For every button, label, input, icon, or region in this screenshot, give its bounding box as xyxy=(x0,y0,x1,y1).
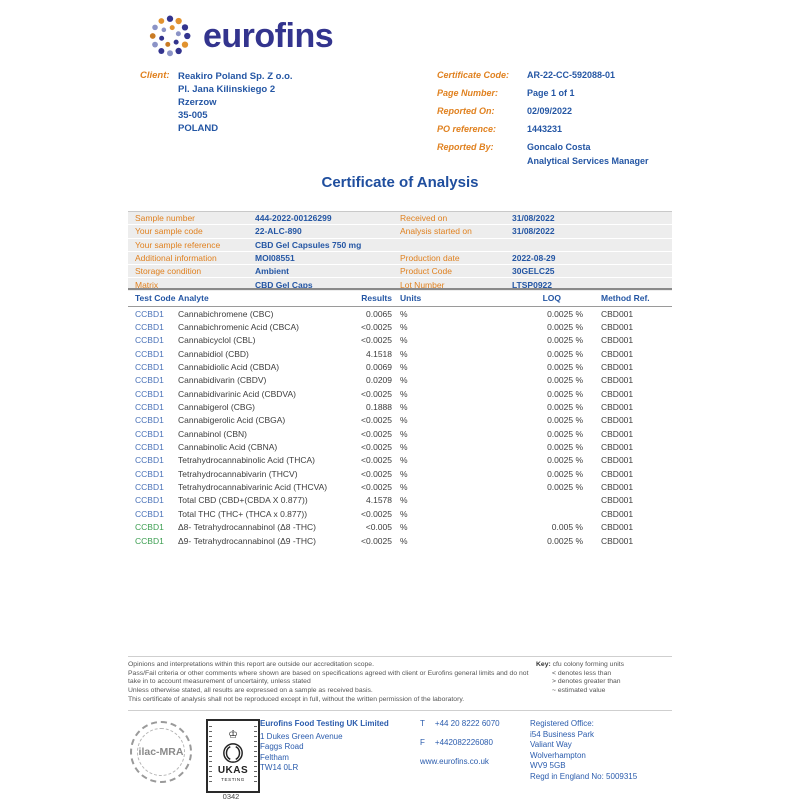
cell-analyte: Δ8- Tetrahydrocannabinol (Δ8 -THC) xyxy=(178,522,316,533)
cell-result: <0.0025 xyxy=(361,388,392,399)
cell-method-ref: CBD001 xyxy=(601,482,634,493)
lab-address-line: TW14 0LR xyxy=(260,763,299,772)
eurofins-logo xyxy=(146,12,333,60)
cell-test-code: CCBD1 xyxy=(135,535,164,546)
cell-method-ref: CBD001 xyxy=(601,495,634,506)
cell-loq: 0.0025 % xyxy=(547,375,583,386)
sample-info-label: Production date xyxy=(400,253,460,264)
cell-method-ref: CBD001 xyxy=(601,335,634,346)
key-block xyxy=(536,661,624,705)
sample-info-value: CBD Gel Capsules 750 mg xyxy=(255,239,362,250)
cell-loq: 0.0025 % xyxy=(547,468,583,479)
cell-units: % xyxy=(400,348,408,359)
cell-analyte: Total CBD (CBD+(CBDA X 0.877)) xyxy=(178,495,308,506)
cell-test-code: CCBD1 xyxy=(135,308,164,319)
certificate-info-value-2: Analytical Services Manager xyxy=(527,156,649,166)
cell-units: % xyxy=(400,362,408,373)
results-table-row xyxy=(128,494,672,507)
cell-method-ref: CBD001 xyxy=(601,442,634,453)
cell-test-code: CCBD1 xyxy=(135,428,164,439)
results-table-row xyxy=(128,521,672,534)
registered-office-line: Wolverhampton xyxy=(530,750,586,760)
disclaimer-line: Opinions and interpretations within this report are outside our accreditation scope. xyxy=(128,661,374,668)
cell-result: <0.0025 xyxy=(361,415,392,426)
sample-info-label: Your sample reference xyxy=(135,239,221,250)
header-analyte: Analyte xyxy=(178,293,209,303)
certificate-info-value: Page 1 of 1 xyxy=(527,88,575,98)
cell-units: % xyxy=(400,468,408,479)
disclaimer-line: This certificate of analysis shall not be reproduced except in full, without the written permission of the laboratory. xyxy=(128,695,465,703)
cell-test-code: CCBD1 xyxy=(135,495,164,506)
cell-method-ref: CBD001 xyxy=(601,308,634,319)
lab-address-lines xyxy=(260,732,389,774)
key-line: ~ estimated value xyxy=(552,687,606,695)
results-table-row xyxy=(128,534,672,547)
cell-method-ref: CBD001 xyxy=(601,322,634,333)
cell-units: % xyxy=(400,535,408,546)
phone-number: +44 20 8222 6070 xyxy=(434,719,500,728)
cell-test-code: CCBD1 xyxy=(135,468,164,479)
disclaimer-section xyxy=(128,656,672,705)
cell-analyte: Δ9- Tetrahydrocannabinol (Δ9 -THC) xyxy=(178,535,316,546)
cell-loq: 0.0025 % xyxy=(547,535,583,546)
cell-units: % xyxy=(400,335,408,346)
ukas-ticks-left xyxy=(209,726,212,786)
cell-result: 0.0209 xyxy=(366,375,392,386)
sample-info-label: Product Code xyxy=(400,266,452,277)
results-table-row xyxy=(128,320,672,333)
cell-result: <0.0025 xyxy=(361,322,392,333)
fax-number: +442082226080 xyxy=(434,738,493,747)
sample-info-label: Lot Number xyxy=(400,279,445,290)
cell-units: % xyxy=(400,308,408,319)
ukas-testing-logo: ♔ UKAS TESTING xyxy=(206,719,260,793)
cell-test-code: CCBD1 xyxy=(135,402,164,413)
certificate-info-block xyxy=(437,70,649,171)
cell-result: 0.1888 xyxy=(366,402,392,413)
client-label: Client: xyxy=(140,70,170,81)
cell-method-ref: CBD001 xyxy=(601,348,634,359)
client-address xyxy=(178,70,293,135)
cell-test-code: CCBD1 xyxy=(135,442,164,453)
cell-analyte: Cannabidivarinic Acid (CBDVA) xyxy=(178,388,296,399)
cell-analyte: Cannabidiol (CBD) xyxy=(178,348,249,359)
cell-result: <0.0025 xyxy=(361,428,392,439)
sample-info-value: MOI08551 xyxy=(255,253,295,264)
cell-loq: 0.0025 % xyxy=(547,308,583,319)
header-units: Units xyxy=(400,293,422,303)
results-table-header xyxy=(128,288,672,307)
header-loq: LOQ xyxy=(542,293,561,303)
sample-info-value: CBD Gel Caps xyxy=(255,279,313,290)
cell-loq: 0.005 % xyxy=(551,522,583,533)
cell-analyte: Cannabigerol (CBG) xyxy=(178,402,256,413)
cell-analyte: Cannabidiolic Acid (CBDA) xyxy=(178,362,280,373)
registered-office-line: Registered Office: xyxy=(530,719,594,728)
lab-address-line: 1 Dukes Green Avenue xyxy=(260,731,343,741)
certificate-info-row xyxy=(437,70,649,84)
results-table-row xyxy=(128,414,672,427)
ukas-emblem-icon xyxy=(222,742,244,764)
results-table-row xyxy=(128,427,672,440)
cell-result: 4.1518 xyxy=(366,348,392,359)
header-test-code: Test Code xyxy=(135,293,176,303)
cell-method-ref: CBD001 xyxy=(601,415,634,426)
cell-units: % xyxy=(400,522,408,533)
website-row xyxy=(420,757,500,766)
cell-units: % xyxy=(400,442,408,453)
cell-analyte: Cannabinol (CBN) xyxy=(178,428,247,439)
key-line: > denotes greater than xyxy=(552,678,621,686)
cell-analyte: Cannabinolic Acid (CBNA) xyxy=(178,442,278,453)
sample-info-value: 22-ALC-890 xyxy=(255,226,302,237)
cell-test-code: CCBD1 xyxy=(135,335,164,346)
certificate-info-row xyxy=(437,124,649,138)
cell-units: % xyxy=(400,495,408,506)
cell-loq: 0.0025 % xyxy=(547,442,583,453)
cell-units: % xyxy=(400,428,408,439)
results-table-row xyxy=(128,387,672,400)
disclaimer-line: Unless otherwise stated, all results are expressed on a sample as received basis. xyxy=(128,687,373,695)
cell-loq: 0.0025 % xyxy=(547,428,583,439)
cell-method-ref: CBD001 xyxy=(601,522,634,533)
key-label: Key: xyxy=(536,661,551,668)
results-table-row xyxy=(128,467,672,480)
cell-result: <0.0025 xyxy=(361,468,392,479)
client-address-line: Pl. Jana Kilinskiego 2 xyxy=(178,84,276,95)
results-table-row xyxy=(128,454,672,467)
results-table-body xyxy=(128,307,672,547)
sample-info-row xyxy=(128,252,672,265)
sample-info-label: Storage condition xyxy=(135,266,202,277)
cell-units: % xyxy=(400,322,408,333)
ukas-accreditation-number: 0342 xyxy=(222,792,240,801)
cell-method-ref: CBD001 xyxy=(601,455,634,466)
header-method-ref: Method Ref. xyxy=(601,293,650,303)
results-table xyxy=(128,288,672,547)
certificate-info-value: AR-22-CC-592088-01 xyxy=(527,70,616,80)
certificate-info-label: Page Number: xyxy=(437,88,499,98)
certificate-info-row xyxy=(437,88,649,102)
cell-result: <0.0025 xyxy=(361,455,392,466)
disclaimer-text xyxy=(128,661,530,705)
cell-loq: 0.0025 % xyxy=(547,388,583,399)
registered-office-line: Regd in England No: 5009315 xyxy=(530,771,638,781)
results-table-row xyxy=(128,360,672,373)
lab-name: Eurofins Food Testing UK Limited xyxy=(260,719,389,728)
sample-info-label: Received on xyxy=(400,213,448,224)
crown-icon: ♔ xyxy=(228,729,238,741)
cell-units: % xyxy=(400,482,408,493)
certificate-info-label: Certificate Code: xyxy=(437,70,510,80)
cell-analyte: Tetrahydrocannabinolic Acid (THCA) xyxy=(178,455,316,466)
disclaimer-line: take in to account measurement of uncertainty, unless stated xyxy=(128,678,311,686)
sample-info-row xyxy=(128,239,672,252)
sample-info-value: 2022-08-29 xyxy=(512,253,556,264)
results-table-row xyxy=(128,334,672,347)
cell-test-code: CCBD1 xyxy=(135,388,164,399)
page-title: Certificate of Analysis xyxy=(321,174,479,191)
brand-wordmark: eurofins xyxy=(203,16,334,55)
cell-method-ref: CBD001 xyxy=(601,362,634,373)
ilac-mra-logo: ilac-MRA xyxy=(130,721,192,783)
results-table-row xyxy=(128,400,672,413)
cell-units: % xyxy=(400,415,408,426)
client-address-line: Rzerzow xyxy=(178,97,217,108)
certificate-info-label: Reported On: xyxy=(437,106,495,116)
key-line: < denotes less than xyxy=(552,669,612,677)
cell-analyte: Cannabichromenic Acid (CBCA) xyxy=(178,322,299,333)
results-table-row xyxy=(128,347,672,360)
cell-result: <0.0025 xyxy=(361,508,392,519)
sample-info-row xyxy=(128,225,672,238)
certificate-info-label: PO reference: xyxy=(437,124,497,134)
cell-method-ref: CBD001 xyxy=(601,468,634,479)
cell-result: 0.0065 xyxy=(366,308,392,319)
cell-result: <0.0025 xyxy=(361,335,392,346)
cell-method-ref: CBD001 xyxy=(601,508,634,519)
sample-info-row xyxy=(128,212,672,225)
lab-address-block xyxy=(260,719,389,774)
cell-test-code: CCBD1 xyxy=(135,322,164,333)
cell-loq: 0.0025 % xyxy=(547,348,583,359)
cell-test-code: CCBD1 xyxy=(135,508,164,519)
cell-analyte: Cannabichromene (CBC) xyxy=(178,308,274,319)
cell-loq: 0.0025 % xyxy=(547,482,583,493)
sample-info-value: 31/08/2022 xyxy=(512,213,555,224)
client-address-line: 35-005 xyxy=(178,110,208,121)
footer xyxy=(128,710,672,800)
website-link: www.eurofins.co.uk xyxy=(420,757,489,766)
cell-units: % xyxy=(400,375,408,386)
cell-analyte: Total THC (THC+ (THCA x 0.877)) xyxy=(178,508,308,519)
client-address-line: Reakiro Poland Sp. Z o.o. xyxy=(178,71,293,82)
certificate-info-label: Reported By: xyxy=(437,142,494,152)
cell-analyte: Tetrahydrocannabivarin (THCV) xyxy=(178,468,298,479)
cell-analyte: Cannabicyclol (CBL) xyxy=(178,335,256,346)
sample-info-value: 31/08/2022 xyxy=(512,226,555,237)
key-lines xyxy=(536,670,624,696)
fax-label: F xyxy=(420,738,425,747)
results-table-row xyxy=(128,480,672,493)
cell-analyte: Cannabigerolic Acid (CBGA) xyxy=(178,415,286,426)
ukas-ticks-right xyxy=(254,726,257,786)
cell-analyte: Cannabidivarin (CBDV) xyxy=(178,375,267,386)
cell-method-ref: CBD001 xyxy=(601,402,634,413)
cell-units: % xyxy=(400,388,408,399)
sample-info-label: Sample number xyxy=(135,213,196,224)
cell-method-ref: CBD001 xyxy=(601,428,634,439)
sample-info-value: Ambient xyxy=(255,266,289,277)
cell-result: 0.0069 xyxy=(366,362,392,373)
contact-block xyxy=(420,719,500,776)
sample-info-label: Additional information xyxy=(135,253,217,264)
cell-test-code: CCBD1 xyxy=(135,362,164,373)
cell-result: <0.005 xyxy=(365,522,392,533)
sample-info-label: Matrix xyxy=(135,279,159,290)
sample-info-table xyxy=(128,211,672,292)
disclaimer-line: Pass/Fail criteria or other comments where shown are based on specifications agreed with client or Eurofins general limits and do not xyxy=(128,669,529,677)
sample-info-value: 30GELC25 xyxy=(512,266,555,277)
results-table-row xyxy=(128,440,672,453)
results-table-row xyxy=(128,507,672,520)
cell-test-code: CCBD1 xyxy=(135,375,164,386)
certificate-info-value: 1443231 xyxy=(527,124,563,134)
client-address-line: POLAND xyxy=(178,123,219,134)
cell-units: % xyxy=(400,455,408,466)
eurofins-logo-icon xyxy=(146,12,194,60)
registered-office-line: i54 Business Park xyxy=(530,729,595,739)
cell-result: <0.0025 xyxy=(361,442,392,453)
cell-loq: 0.0025 % xyxy=(547,402,583,413)
phone-label: T xyxy=(420,719,425,728)
registered-office-line: Valiant Way xyxy=(530,740,572,749)
registered-office-line: WV9 5GB xyxy=(530,761,566,770)
lab-address-line: Faggs Road xyxy=(260,742,304,751)
key-first-line: Key: cfu colony forming units xyxy=(536,661,625,668)
fax-row xyxy=(420,738,500,747)
client-block xyxy=(140,70,293,135)
cell-loq: 0.0025 % xyxy=(547,455,583,466)
results-table-row xyxy=(128,374,672,387)
sample-info-value: LTSP0922 xyxy=(512,279,553,290)
cell-result: <0.0025 xyxy=(361,482,392,493)
phone-row xyxy=(420,719,500,728)
lab-address-line: Feltham xyxy=(260,752,289,762)
certificate-info-row xyxy=(437,106,649,120)
header-results: Results xyxy=(361,293,392,303)
certificate-info-value: Goncalo Costa xyxy=(527,142,591,152)
cell-loq: 0.0025 % xyxy=(547,415,583,426)
cell-units: % xyxy=(400,508,408,519)
cell-test-code: CCBD1 xyxy=(135,455,164,466)
cell-loq: 0.0025 % xyxy=(547,322,583,333)
results-table-row xyxy=(128,307,672,320)
certificate-info-row xyxy=(437,142,649,167)
cell-loq: 0.0025 % xyxy=(547,362,583,373)
cell-units: % xyxy=(400,402,408,413)
cell-result: 4.1578 xyxy=(366,495,392,506)
sample-info-label: Your sample code xyxy=(135,226,203,237)
certificate-info-value: 02/09/2022 xyxy=(527,106,573,116)
cell-loq: 0.0025 % xyxy=(547,335,583,346)
cell-analyte: Tetrahydrocannabivarinic Acid (THCVA) xyxy=(178,482,328,493)
cell-test-code: CCBD1 xyxy=(135,348,164,359)
cell-test-code: CCBD1 xyxy=(135,482,164,493)
cell-method-ref: CBD001 xyxy=(601,535,634,546)
cell-result: <0.0025 xyxy=(361,535,392,546)
cell-test-code: CCBD1 xyxy=(135,522,164,533)
sample-info-row xyxy=(128,265,672,278)
cell-method-ref: CBD001 xyxy=(601,388,634,399)
sample-info-value: 444-2022-00126299 xyxy=(255,213,332,224)
sample-info-label: Analysis started on xyxy=(400,226,472,237)
cell-test-code: CCBD1 xyxy=(135,415,164,426)
registered-office-block xyxy=(530,719,637,782)
cell-method-ref: CBD001 xyxy=(601,375,634,386)
